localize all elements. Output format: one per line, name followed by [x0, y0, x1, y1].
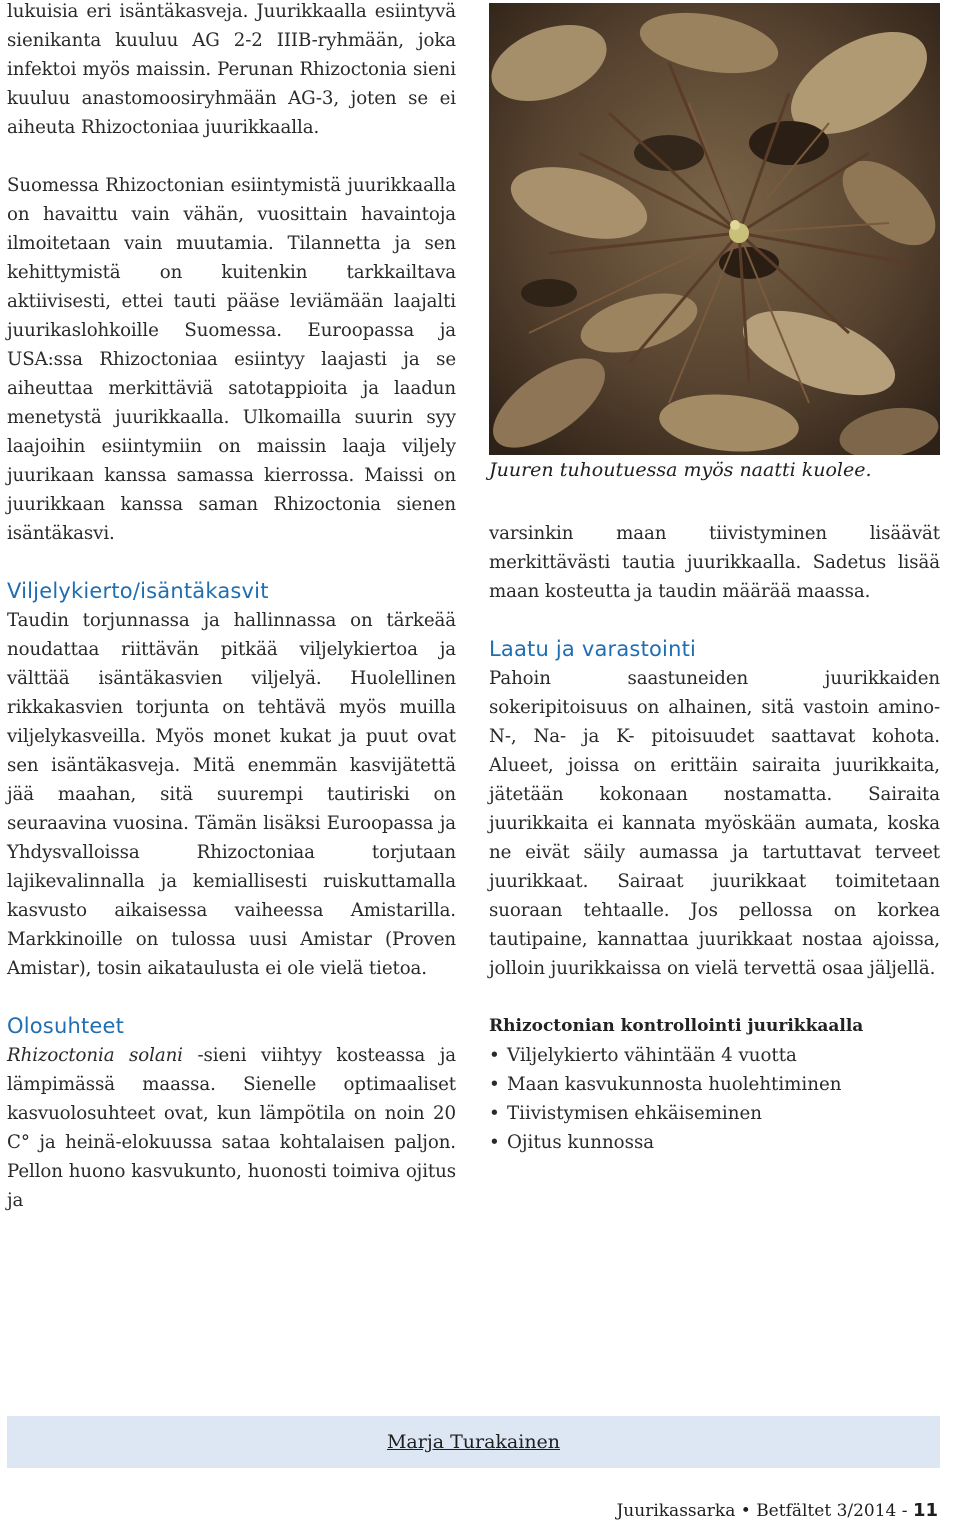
page-footer — [616, 1497, 938, 1525]
paragraph-finland: Suomessa Rhizoctonian esiintymistä juurikkaalla on havaittu vain vähän, vuosittain havaintoja ilmoitetaan vain muutamia. Tilannetta ja sen kehittymistä on kuitenkin tarkkailtava aktiivisesti, ettei tauti pääse leviämään laajalti juurikaslohkoille Suomessa. Euroopassa ja USA:ssa Rhizoctoniaa esiintyy laajasti ja se aiheuttaa merkittäviä satotappioita ja laadun menetystä juurikkaalla. Ulkomailla suurin syy laajoihin esiintymiin on maissin laaja viljely juurikaan kanssa samassa kierrossa. Maissi on juurikkaan kanssa saman Rhizoctonia sienen isäntäkasvi. — [7, 175, 456, 544]
author-band — [7, 1416, 940, 1468]
footer-publication: Juurikassarka — [616, 1501, 736, 1521]
control-heading: Rhizoctonian kontrollointi juurikkaalla — [489, 1016, 864, 1036]
paragraph-quality-storage: Pahoin saastuneiden juurikkaiden sokeripitoisuus on alhainen, sitä vastoin amino-N-, Na- ja K- pitoisuudet saattavat kohota. Alueet, joissa on erittäin sairaita juurikkaita, jätetään kokonaan nostamatta. Sairaita juurikkaita ei kannata myöskään aumata, koska ne eivät säily aumassa ja tartuttavat terveet juurikkaat. Sairaat juurikkaat toimitetaan suoraan tehtaalle. Jos pellossa on korkea tautipaine, kannattaa juurikkaat nostaa ajoissa, jolloin juurikkaissa on vielä tervettä osaa jäljellä. — [489, 668, 940, 979]
heading-quality-storage: Laatu ja varastointi — [489, 637, 697, 661]
photo-diseased-sugar-beet — [489, 3, 940, 455]
paragraph-intro: lukuisia eri isäntäkasveja. Juurikkaalla esiintyvä sienikanta kuuluu AG 2-2 IIIB-ryhmään, joka infektoi myös maissin. Perunan Rhizoctonia sieni kuuluu anastomoosiryhmään AG-3, joten se ei aiheuta Rhizoctoniaa juurikkaalla. — [7, 1, 456, 138]
bullet-icon: • — [489, 1132, 500, 1153]
right-column — [489, 519, 940, 1157]
photo-caption: Juuren tuhoutuessa myös naatti kuolee. — [489, 459, 872, 481]
list-item: • Viljelykierto vähintään 4 vuotta — [489, 1041, 940, 1070]
photo-illustration — [489, 3, 940, 455]
heading-crop-rotation: Viljelykierto/isäntäkasvit — [7, 579, 269, 603]
bullet-icon: • — [489, 1045, 500, 1066]
bullet-icon: • — [489, 1074, 500, 1095]
page-number: 11 — [912, 1500, 938, 1521]
paragraph-conditions — [7, 1041, 456, 1215]
heading-conditions: Olosuhteet — [7, 1014, 125, 1038]
paragraph-conditions-text: -sieni viihtyy kosteassa ja lämpimässä maassa. Sienelle optimaaliset kasvuolosuhteet ovat, kun lämpötila on noin 20 C° ja heinä-elokuussa sataa kohtalaisen paljon. Pellon huono kasvukunto, huonosti toimiva ojitus ja — [7, 1045, 457, 1211]
list-item: • Ojitus kunnossa — [489, 1128, 940, 1157]
list-item: • Tiivistymisen ehkäiseminen — [489, 1099, 940, 1128]
left-column — [7, 0, 456, 1215]
bullet-icon: • — [489, 1103, 500, 1124]
footer-dash: - — [901, 1501, 908, 1521]
control-list — [489, 1041, 940, 1157]
footer-issue: Betfältet 3/2014 — [756, 1501, 897, 1521]
paragraph-crop-rotation: Taudin torjunnassa ja hallinnassa on tärkeää noudattaa riittävän pitkää viljelykiertoa ja välttää isäntäkasvien viljelyä. Huolellinen rikkakasvien torjunta on tehtävä myös muilla viljelykasveilla. Myös monet kukat ja puut ovat sen isäntäkasveja. Mitä enemmän kasvijätettä jää maahan, sitä suurempi tautiriski on seuraavina vuosina. Tämän lisäksi Euroopassa ja Yhdysvalloissa Rhizoctoniaa torjutaan lajikevalinnalla ja kemiallisesti ruiskuttamalla kasvusto aikaisessa vaiheessa Amistarilla. Markkinoille on tulossa uusi Amistar (Proven Amistar), tosin aikataulusta ei ole vielä tietoa. — [7, 610, 456, 979]
footer-separator: • — [740, 1501, 751, 1521]
species-name: Rhizoctonia solani — [7, 1045, 183, 1066]
list-item: • Maan kasvukunnosta huolehtiminen — [489, 1070, 940, 1099]
paragraph-compaction: varsinkin maan tiivistyminen lisäävät merkittävästi tautia juurikkaalla. Sadetus lisää maan kosteutta ja taudin määrää maassa. — [489, 523, 940, 602]
author-name: Marja Turakainen — [386, 1431, 561, 1453]
